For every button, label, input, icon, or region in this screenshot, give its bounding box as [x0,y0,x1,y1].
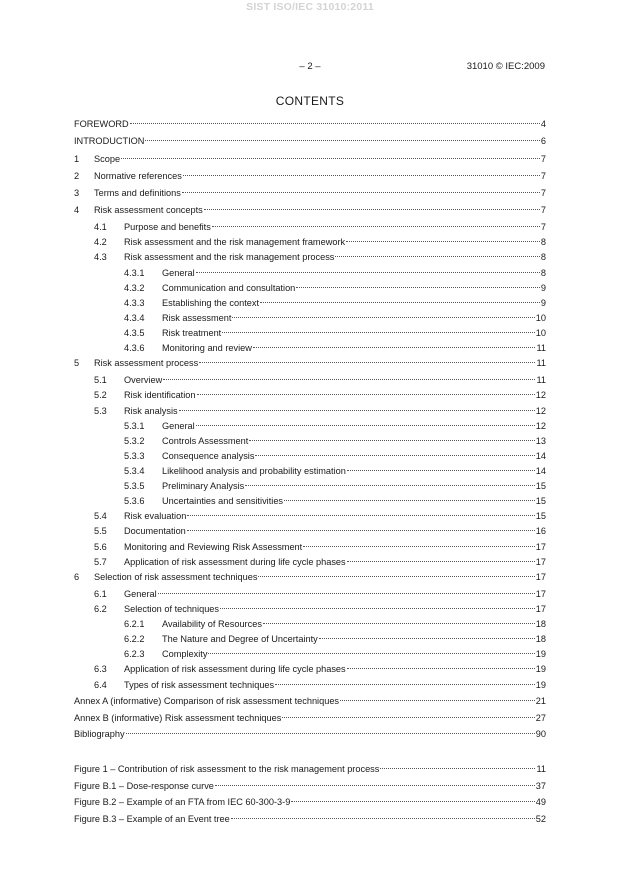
toc-entry[interactable] [74,711,546,725]
dot-leader [199,361,535,363]
dot-leader [291,800,534,802]
dot-leader [145,139,539,141]
dot-leader [204,208,540,210]
dot-leader [163,378,535,380]
toc-entry[interactable] [74,152,546,166]
dot-leader [121,157,540,159]
page-ref: 17 [535,557,546,567]
dot-leader [126,732,535,734]
toc-entry[interactable] [74,632,546,646]
dot-leader [231,817,535,819]
dot-leader [232,316,534,318]
entry-title: Complexity [162,649,208,659]
toc-entry[interactable] [74,356,546,370]
toc-entry[interactable] [74,555,546,569]
section-number: 5.3 [94,406,107,416]
entry-title: Application of risk assessment during life cycle phases [124,557,346,567]
section-number: 6.2.1 [124,619,145,629]
page-number: – 2 – [299,61,321,72]
page-ref: 12 [535,406,546,416]
entry-title: Scope [94,154,121,164]
entry-title: Communication and consultation [162,283,296,293]
section-number: 6.3 [94,664,107,674]
page-ref: 8 [540,268,546,278]
page-ref: 19 [535,649,546,659]
entry-title: Types of risk assessment techniques [124,680,275,690]
page-ref: 18 [535,634,546,644]
entry-title: Availability of Resources [162,619,262,629]
dot-leader [319,637,535,639]
watermark: SIST ISO/IEC 31010:2011 [246,1,374,13]
entry-title: Monitoring and Reviewing Risk Assessment [124,542,303,552]
section-number: 3 [74,188,80,198]
entry-title: Overview [124,375,163,385]
toc-entry[interactable] [74,220,546,234]
toc-entry[interactable] [74,281,546,295]
entry-title: The Nature and Degree of Uncertainty [162,634,318,644]
section-number: 5.3.4 [124,466,145,476]
dot-leader [263,622,535,624]
entry-title: Annex B (informative) Risk assessment techniques [74,713,282,723]
dot-leader [380,767,535,769]
dot-leader [347,560,535,562]
toc-entry[interactable] [74,479,546,493]
entry-title: General [162,268,195,278]
page-ref: 11 [536,375,546,385]
entry-title: Risk assessment and the risk management framework [124,237,346,247]
toc-entry[interactable] [74,727,546,741]
entry-title: Risk analysis [124,406,178,416]
dot-leader [258,575,534,577]
page-ref: 9 [540,283,546,293]
page-ref: 14 [535,466,546,476]
page-ref: 17 [535,604,546,614]
section-number: 6.2 [94,604,107,614]
entry-title: Normative references [94,171,182,181]
page-ref: 18 [535,619,546,629]
dot-leader [346,240,540,242]
page-ref: 10 [535,313,546,323]
page-ref: 37 [535,781,546,791]
entry-title: Figure B.3 – Example of an Event tree [74,814,230,824]
entry-title: FOREWORD [74,119,129,129]
dot-leader [196,271,540,273]
dot-leader [253,346,536,348]
toc-entry[interactable] [74,373,546,387]
section-number: 5 [74,358,80,368]
entry-title: Figure 1 – Contribution of risk assessment to the risk management process [74,764,380,774]
toc-entry[interactable] [74,678,546,692]
toc-entry[interactable] [74,203,546,217]
entry-title: Selection of risk assessment techniques [94,572,258,582]
toc-entry[interactable] [74,186,546,200]
page-ref: 17 [535,589,546,599]
dot-leader [255,454,534,456]
section-number: 6.2.3 [124,649,145,659]
dot-leader [212,225,540,227]
toc-entry[interactable] [74,388,546,402]
toc-entry[interactable] [74,464,546,478]
dot-leader [208,652,534,654]
entry-title: Risk identification [124,390,196,400]
page-title: CONTENTS [275,94,345,108]
dot-leader [340,699,535,701]
dot-leader [197,393,535,395]
section-number: 4.3.4 [124,313,145,323]
toc-entry[interactable] [74,235,546,249]
entry-title: Risk assessment process [94,358,199,368]
page-ref: 90 [535,729,546,739]
toc-entry[interactable] [74,662,546,676]
entry-title: General [124,589,157,599]
toc-entry[interactable] [74,266,546,280]
section-number: 4 [74,205,80,215]
section-number: 6.1 [94,589,107,599]
toc-entry[interactable] [74,694,546,708]
figure-entry[interactable] [74,795,546,809]
dot-leader [220,607,535,609]
entry-title: Likelihood analysis and probability estimation [162,466,346,476]
dot-leader [347,469,535,471]
entry-title: Figure B.2 – Example of an FTA from IEC 60-300-3-9 [74,797,291,807]
page-ref: 7 [540,154,546,164]
entry-title: INTRODUCTION [74,136,145,146]
toc-entry[interactable] [74,509,546,523]
entry-title: Uncertainties and sensitivities [162,496,284,506]
dot-leader [275,683,535,685]
entry-title: Risk treatment [162,328,222,338]
entry-title: Risk assessment and the risk management process [124,252,335,262]
page-ref: 11 [536,764,546,774]
entry-title: Application of risk assessment during life cycle phases [124,664,346,674]
section-number: 6 [74,572,80,582]
dot-leader [130,122,540,124]
toc-entry[interactable] [74,326,546,340]
section-number: 6.2.2 [124,634,145,644]
page-ref: 16 [535,526,546,536]
dot-leader [296,286,540,288]
section-number: 4.3.6 [124,343,145,353]
page-ref: 13 [535,436,546,446]
section-number: 5.7 [94,557,107,567]
toc-entry[interactable] [74,434,546,448]
section-number: 4.3.5 [124,328,145,338]
toc-entry[interactable] [74,602,546,616]
section-number: 4.2 [94,237,107,247]
entry-title: Documentation [124,526,186,536]
figure-entry[interactable] [74,779,546,793]
section-number: 5.3.5 [124,481,145,491]
page-ref: 7 [540,188,546,198]
dot-leader [179,409,535,411]
section-number: 2 [74,171,80,181]
entry-title: Controls Assessment [162,436,249,446]
toc-entry[interactable] [74,587,546,601]
dot-leader [182,191,540,193]
toc-entry[interactable] [74,570,546,584]
entry-title: Selection of techniques [124,604,220,614]
entry-title: Risk assessment concepts [94,205,203,215]
toc-entry[interactable] [74,404,546,418]
section-number: 5.3.1 [124,421,145,431]
section-number: 5.6 [94,542,107,552]
page-ref: 19 [535,680,546,690]
page-ref: 15 [535,496,546,506]
document-reference: 31010 © IEC:2009 [466,61,545,72]
entry-title: Figure B.1 – Dose-response curve [74,781,214,791]
page-ref: 19 [535,664,546,674]
toc-entry[interactable] [74,250,546,264]
entry-title: Establishing the context [162,298,260,308]
entry-title: Risk evaluation [124,511,187,521]
page-ref: 21 [535,696,546,706]
dot-leader [245,484,535,486]
dot-leader [196,424,535,426]
entry-title: Bibliography [74,729,125,739]
page-ref: 6 [540,136,546,146]
page-ref: 11 [536,343,546,353]
page-ref: 15 [535,481,546,491]
dot-leader [187,514,534,516]
toc-entry[interactable] [74,494,546,508]
page-ref: 4 [540,119,546,129]
entry-title: Purpose and benefits [124,222,211,232]
figure-entry[interactable] [74,812,546,826]
page-ref: 12 [535,390,546,400]
dot-leader [284,499,535,501]
page-ref: 12 [535,421,546,431]
dot-leader [282,716,534,718]
page-ref: 17 [535,572,546,582]
entry-title: Monitoring and review [162,343,252,353]
page-ref: 10 [535,328,546,338]
section-number: 5.3.6 [124,496,145,506]
section-number: 4.3.2 [124,283,145,293]
page-ref: 27 [535,713,546,723]
toc-entry[interactable] [74,311,546,325]
section-number: 1 [74,154,80,164]
page-ref: 49 [535,797,546,807]
toc-entry[interactable] [74,617,546,631]
dot-leader [187,529,535,531]
dot-leader [260,301,540,303]
page-ref: 9 [540,298,546,308]
page-ref: 15 [535,511,546,521]
section-number: 4.3 [94,252,107,262]
toc-entry[interactable] [74,419,546,433]
dot-leader [222,331,535,333]
page-ref: 7 [540,205,546,215]
entry-title: Annex A (informative) Comparison of risk assessment techniques [74,696,340,706]
page-ref: 52 [535,814,546,824]
section-number: 4.3.3 [124,298,145,308]
toc-entry[interactable] [74,341,546,355]
section-number: 4.1 [94,222,107,232]
entry-title: Terms and definitions [94,188,181,198]
page-ref: 11 [536,358,546,368]
section-number: 4.3.1 [124,268,145,278]
dot-leader [158,592,535,594]
page-ref: 8 [540,237,546,247]
entry-title: Risk assessment [162,313,232,323]
section-number: 5.4 [94,511,107,521]
page-ref: 7 [540,171,546,181]
entry-title: General [162,421,195,431]
dot-leader [303,545,535,547]
dot-leader [183,174,540,176]
page-ref: 17 [535,542,546,552]
page-ref: 14 [535,451,546,461]
section-number: 6.4 [94,680,107,690]
figure-entry[interactable] [74,762,546,776]
toc-entry[interactable] [74,449,546,463]
toc-entry[interactable] [74,647,546,661]
entry-title: Consequence analysis [162,451,255,461]
toc-entry[interactable] [74,296,546,310]
dot-leader [335,255,539,257]
toc-entry[interactable] [74,540,546,554]
page-ref: 7 [540,222,546,232]
section-number: 5.2 [94,390,107,400]
toc-entry[interactable] [74,117,546,131]
toc-entry[interactable] [74,134,546,148]
section-number: 5.1 [94,375,107,385]
dot-leader [249,439,534,441]
entry-title: Preliminary Analysis [162,481,245,491]
toc-entry[interactable] [74,524,546,538]
section-number: 5.3.2 [124,436,145,446]
page-ref: 8 [540,252,546,262]
section-number: 5.5 [94,526,107,536]
toc-entry[interactable] [74,169,546,183]
dot-leader [347,667,535,669]
dot-leader [215,784,535,786]
section-number: 5.3.3 [124,451,145,461]
